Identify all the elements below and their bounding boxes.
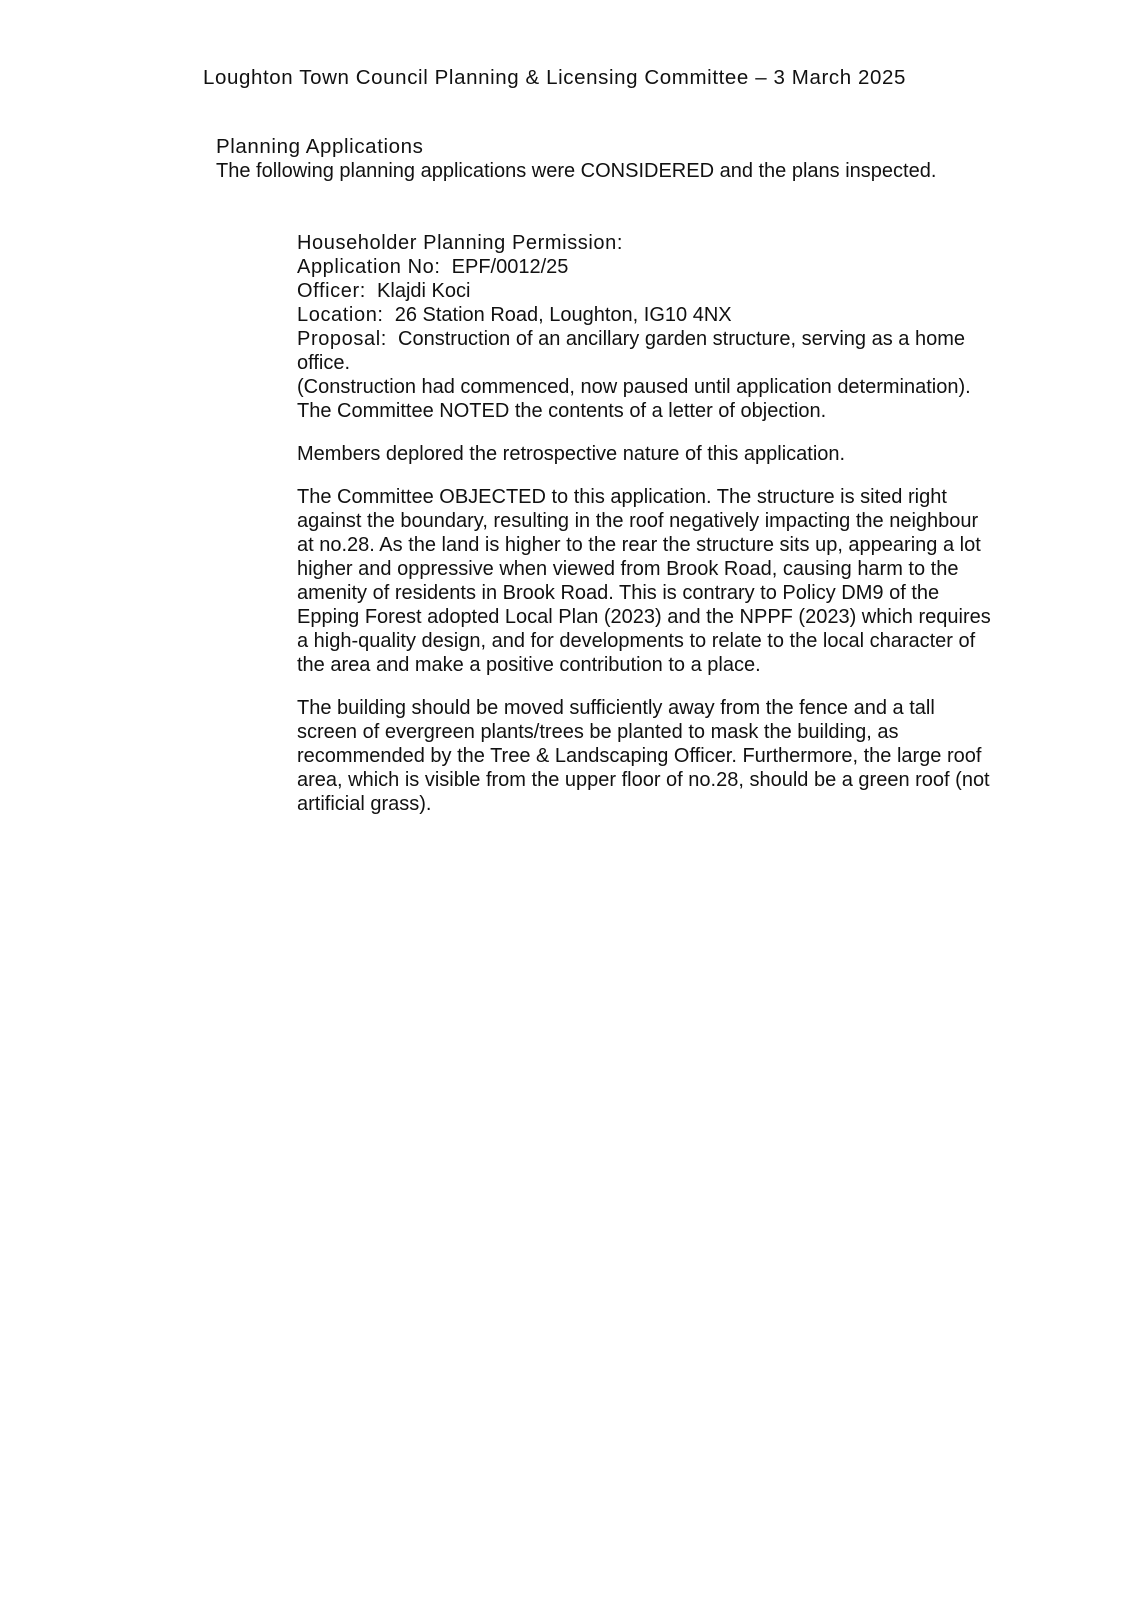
officer-line	[297, 279, 997, 303]
section-title: Planning Applications	[216, 135, 424, 158]
construction-note: (Construction had commenced, now paused until application determination).	[297, 376, 971, 398]
officer-value: Klajdi Koci	[377, 280, 471, 302]
planning-applications-section	[216, 135, 1116, 183]
proposal-line	[297, 327, 997, 375]
application-block	[297, 231, 997, 816]
location-value: 26 Station Road, Loughton, IG10 4NX	[394, 304, 732, 326]
committee-noted: The Committee NOTED the contents of a letter of objection.	[297, 400, 827, 422]
proposal-label: Proposal:	[297, 328, 387, 350]
section-intro: The following planning applications were CONSIDERED and the plans inspected.	[216, 160, 937, 182]
location-label: Location:	[297, 304, 384, 326]
members-statement: Members deplored the retrospective nature of this application.	[297, 443, 846, 465]
objection-paragraph: The Committee OBJECTED to this application. The structure is sited right against the boundary, resulting in the roof negatively impacting the neighbour at no.28. As the land is higher to the rear the structure sits up, appearing a lot higher and oppressive when viewed from Brook Road, causing harm to the amenity of residents in Brook Road. This is contrary to Policy DM9 of the Epping Forest adopted Local Plan (2023) and the NPPF (2023) which requires a high-quality design, and for developments to relate to the local character of the area and make a positive contribution to a place.	[297, 486, 991, 676]
application-number-line	[297, 255, 997, 279]
officer-label: Officer:	[297, 280, 366, 302]
location-line	[297, 303, 997, 327]
application-number-label: Application No:	[297, 256, 441, 278]
page-header: Loughton Town Council Planning & Licensing Committee – 3 March 2025	[203, 66, 907, 89]
application-number-value: EPF/0012/25	[451, 256, 569, 278]
proposal-value: Construction of an ancillary garden structure, serving as a home office.	[297, 328, 965, 374]
application-heading: Householder Planning Permission:	[297, 232, 624, 254]
recommendation-paragraph: The building should be moved sufficiently away from the fence and a tall screen of evergreen plants/trees be planted to mask the building, as recommended by the Tree & Landscaping Officer. Furthermore, the large roof area, which is visible from the upper floor of no.28, should be a green roof (not artificial grass).	[297, 697, 990, 815]
